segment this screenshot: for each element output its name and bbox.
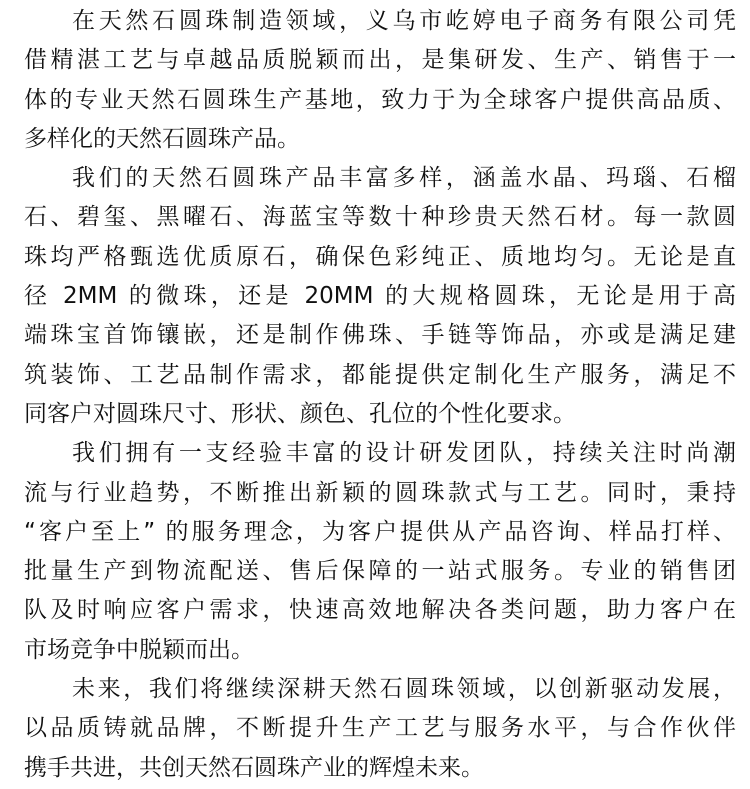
text-line: 借精湛工艺与卓越品质脱颖而出，是集研发、生产、销售于一 xyxy=(24,47,736,74)
text-line: 筑装饰、工艺品制作需求，都能提供定制化生产服务，满足不 xyxy=(24,361,736,388)
text-line: 批量生产到物流配送、售后保障的一站式服务。专业的销售团 xyxy=(24,558,736,585)
text-line: 在天然石圆珠制造领域，义乌市屹婷电子商务有限公司凭 xyxy=(72,8,736,34)
paragraph-products xyxy=(24,159,736,434)
text-line: 端珠宝首饰镶嵌，还是制作佛珠、手链等饰品，亦或是满足建 xyxy=(24,322,736,349)
text-line: 未来，我们将继续深耕天然石圆珠领域，以创新驱动发展， xyxy=(72,676,736,703)
text-line: 我们拥有一支经验丰富的设计研发团队，持续关注时尚潮 xyxy=(72,440,736,467)
text-line: “客户至上” 的服务理念，为客户提供从产品咨询、样品打样、 xyxy=(24,518,736,545)
text-line: 同客户对圆珠尺寸、形状、颜色、孔位的个性化要求。 xyxy=(24,400,576,427)
text-line: 队及时响应客户需求，快速高效地解决各类问题，助力客户在 xyxy=(24,597,736,624)
text-line: 流与行业趋势，不断推出新颖的圆珠款式与工艺。同时，秉持 xyxy=(24,479,736,506)
text-line: 携手共进，共创天然石圆珠产业的辉煌未来。 xyxy=(24,754,484,781)
paragraph-future xyxy=(24,670,736,788)
text-line: 珠均严格甄选优质原石，确保色彩纯正、质地均匀。无论是直 xyxy=(24,243,736,270)
paragraph-intro xyxy=(24,2,736,159)
text-line: 多样化的天然石圆珠产品。 xyxy=(24,125,300,152)
text-line: 体的专业天然石圆珠生产基地，致力于为全球客户提供高品质、 xyxy=(24,86,736,113)
text-line: 我们的天然石圆珠产品丰富多样，涵盖水晶、玛瑙、石榴 xyxy=(72,165,736,192)
text-line: 径 2MM 的微珠，还是 20MM 的大规格圆珠，无论是用于高 xyxy=(24,283,736,310)
text-line: 石、碧玺、黑曜石、海蓝宝等数十种珍贵天然石材。每一款圆 xyxy=(24,204,736,231)
text-line: 以品质铸就品牌，不断提升生产工艺与服务水平，与合作伙伴 xyxy=(24,715,736,742)
paragraph-team-service xyxy=(24,434,736,670)
article-body xyxy=(24,0,736,788)
text-line: 市场竞争中脱颖而出。 xyxy=(24,636,254,663)
